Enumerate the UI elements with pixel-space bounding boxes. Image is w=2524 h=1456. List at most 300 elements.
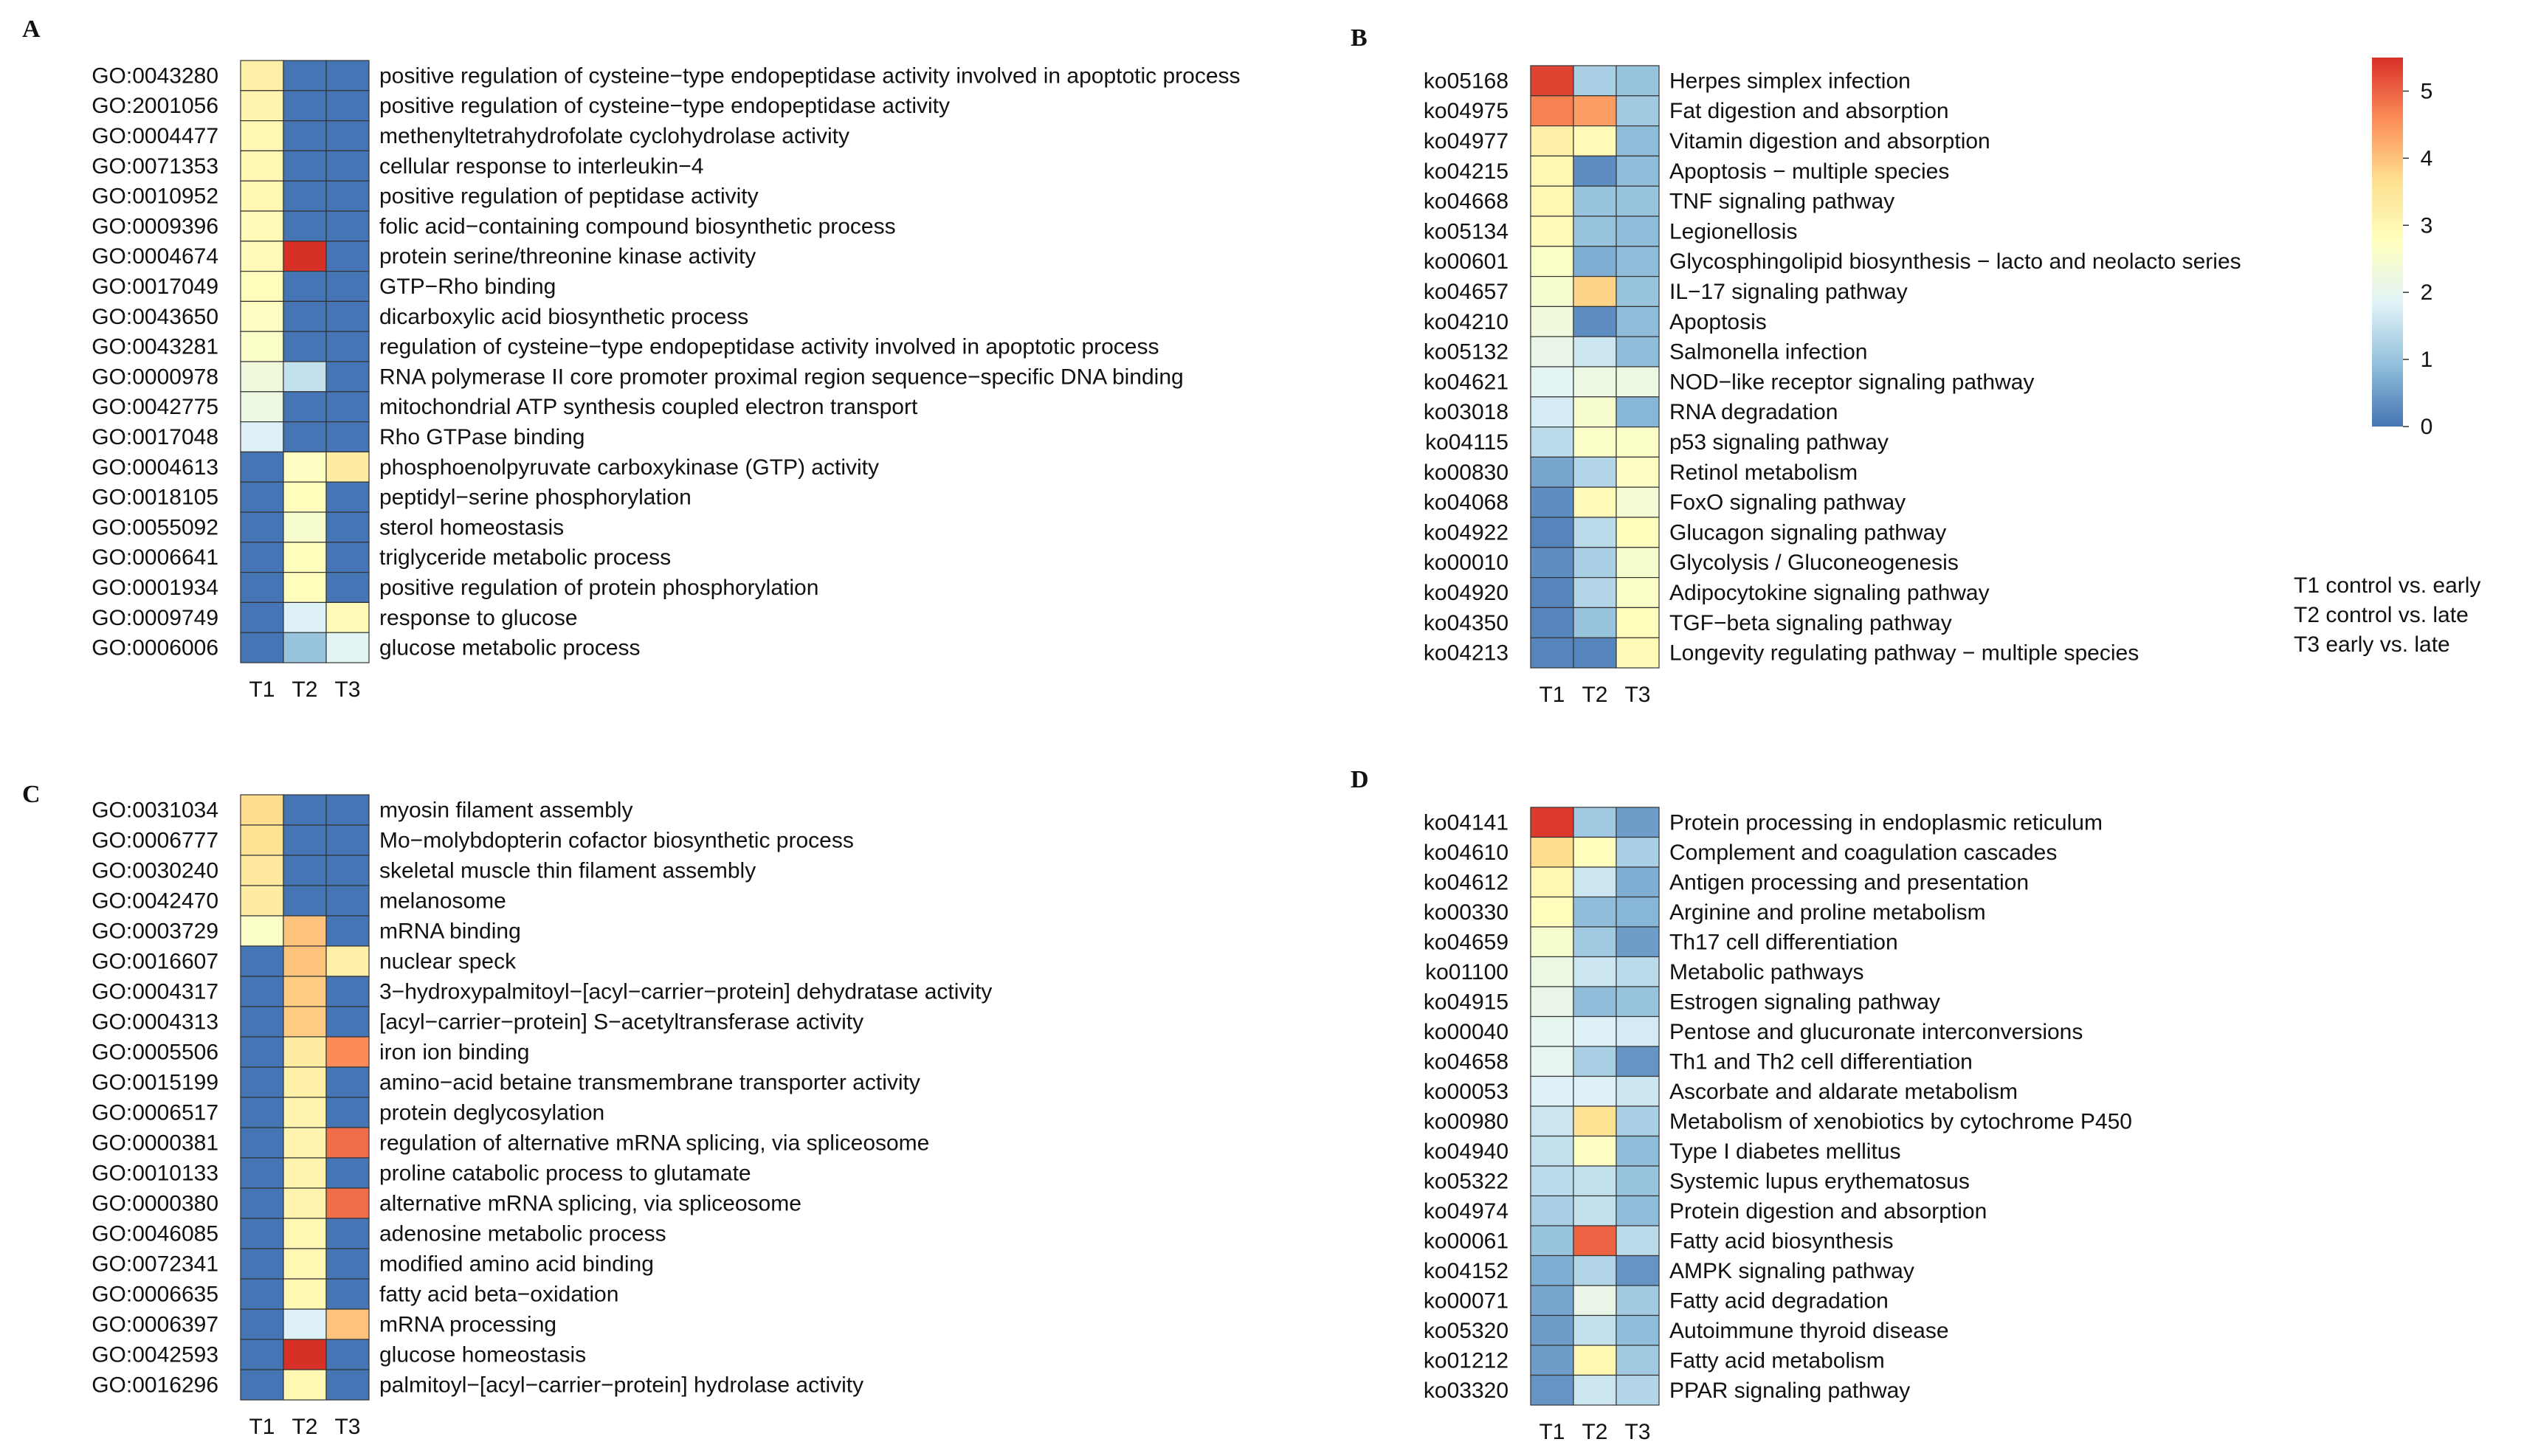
row-term-label: 3−hydroxypalmitoyl−[acyl−carrier−protein] dehydratase activity <box>379 979 993 1004</box>
heatmap-cell <box>326 121 369 151</box>
row-id-label: GO:0004613 <box>92 455 218 480</box>
heatmap-cell <box>326 301 369 331</box>
heatmap-cell <box>283 1188 326 1218</box>
row-term-label: Apoptosis <box>1669 309 1767 334</box>
heatmap-cell <box>326 331 369 362</box>
heatmap-cell <box>326 825 369 855</box>
heatmap-cell <box>283 825 326 855</box>
row-id-label: GO:0017049 <box>92 275 218 299</box>
row-term-label: positive regulation of cysteine−type endopeptidase activity <box>379 94 950 119</box>
heatmap-cell <box>1616 987 1659 1017</box>
heatmap-cell <box>1616 427 1659 458</box>
heatmap-cell <box>1616 156 1659 186</box>
heatmap-cell <box>1531 897 1573 928</box>
heatmap-cell <box>326 1218 369 1249</box>
row-id-label: GO:0004477 <box>92 124 218 148</box>
row-id-label: ko04975 <box>1423 99 1508 124</box>
heatmap-cell <box>1573 246 1616 277</box>
heatmap-cell <box>241 1218 283 1249</box>
heatmap-cell <box>1573 66 1616 96</box>
column-label: T1 <box>1539 1420 1565 1444</box>
heatmap-cell <box>1573 1376 1616 1406</box>
row-id-label: ko00040 <box>1423 1019 1508 1044</box>
heatmap-cell <box>1616 337 1659 367</box>
row-term-label: Vitamin digestion and absorption <box>1669 129 1990 153</box>
heatmap-cell <box>1573 487 1616 517</box>
heatmap-cell <box>326 1037 369 1067</box>
legend-tick-label: 2 <box>2420 280 2433 306</box>
heatmap-cell <box>1531 987 1573 1017</box>
row-term-label: Protein processing in endoplasmic reticulum <box>1669 810 2103 835</box>
column-definition-note: T3 early vs. late <box>2294 632 2450 657</box>
column-definition-note: T2 control vs. late <box>2294 603 2469 627</box>
heatmap-cell <box>1531 277 1573 307</box>
heatmap-cell <box>1616 126 1659 156</box>
heatmap-cell <box>1531 638 1573 668</box>
heatmap-cell <box>326 602 369 632</box>
heatmap-cell <box>1616 1226 1659 1256</box>
panel-letter: B <box>1351 24 1368 52</box>
row-id-label: GO:0043280 <box>92 63 218 89</box>
column-label: T1 <box>249 1415 275 1439</box>
row-term-label: methenyltetrahydrofolate cyclohydrolase activity <box>379 124 849 148</box>
heatmap-cell <box>1531 427 1573 458</box>
heatmap-cell <box>1531 927 1573 957</box>
row-term-label: Legionellosis <box>1669 219 1798 244</box>
heatmap-cell <box>283 1007 326 1037</box>
heatmap-cell <box>241 602 283 632</box>
row-id-label: ko04115 <box>1425 430 1508 455</box>
panel-d <box>1351 766 2132 1444</box>
heatmap-cell <box>1616 96 1659 126</box>
row-id-label: GO:0055092 <box>92 515 218 540</box>
row-id-label: ko00601 <box>1423 249 1508 275</box>
row-term-label: sterol homeostasis <box>379 515 565 540</box>
row-term-label: modified amino acid binding <box>379 1252 654 1277</box>
column-label: T3 <box>334 677 361 702</box>
heatmap-cell <box>283 602 326 632</box>
heatmap-cell <box>1616 548 1659 578</box>
column-label: T1 <box>1539 683 1565 707</box>
row-term-label: Ascorbate and aldarate metabolism <box>1669 1079 2018 1104</box>
legend-tick-label: 0 <box>2420 415 2433 439</box>
heatmap-cell <box>1531 457 1573 487</box>
row-term-label: response to glucose <box>379 605 578 630</box>
heatmap-cell <box>1616 277 1659 307</box>
row-term-label: regulation of alternative mRNA splicing, via spliceosome <box>379 1131 930 1156</box>
heatmap-cell <box>1573 306 1616 337</box>
heatmap-cell <box>1573 1077 1616 1107</box>
panel-letter: D <box>1351 766 1369 793</box>
heatmap-cell <box>283 211 326 241</box>
heatmap-cell <box>1616 1345 1659 1376</box>
heatmap-cell <box>1531 397 1573 427</box>
heatmap-cell <box>241 1339 283 1370</box>
row-id-label: ko00330 <box>1423 900 1508 925</box>
heatmap-cell <box>241 1188 283 1218</box>
row-term-label: Adipocytokine signaling pathway <box>1669 581 1990 605</box>
heatmap-cell <box>1616 638 1659 668</box>
row-term-label: Mo−molybdopterin cofactor biosynthetic process <box>379 828 854 853</box>
row-term-label: iron ion binding <box>379 1040 530 1065</box>
heatmap-cell <box>1531 96 1573 126</box>
heatmap-cell <box>283 422 326 452</box>
heatmap-cell <box>326 1309 369 1339</box>
heatmap-cell <box>326 1370 369 1400</box>
heatmap-cell <box>241 1309 283 1339</box>
heatmap-cell <box>1531 66 1573 96</box>
heatmap-cell <box>1531 1196 1573 1226</box>
row-term-label: p53 signaling pathway <box>1669 430 1889 455</box>
row-term-label: triglyceride metabolic process <box>379 545 672 570</box>
heatmap-cell <box>1531 1316 1573 1346</box>
heatmap-cell <box>283 855 326 886</box>
heatmap-cell <box>1616 517 1659 548</box>
row-id-label: GO:0009396 <box>92 214 218 239</box>
row-id-label: GO:0018105 <box>92 485 218 510</box>
row-id-label: GO:0010952 <box>92 184 218 209</box>
row-id-label: ko04141 <box>1423 810 1508 835</box>
heatmap-cell <box>283 452 326 482</box>
row-term-label: Longevity regulating pathway − multiple species <box>1669 641 2139 666</box>
row-id-label: ko04922 <box>1423 520 1508 545</box>
row-id-label: ko00061 <box>1423 1229 1508 1254</box>
row-id-label: ko04213 <box>1423 641 1508 666</box>
row-id-label: ko04940 <box>1423 1139 1508 1164</box>
heatmap-cell <box>326 1188 369 1218</box>
row-id-label: GO:0006641 <box>92 545 218 570</box>
heatmap-cell <box>283 1097 326 1128</box>
heatmap-cell <box>326 573 369 603</box>
heatmap-cell <box>326 241 369 272</box>
row-term-label: NOD−like receptor signaling pathway <box>1669 370 2035 395</box>
row-term-label: Salmonella infection <box>1669 339 1868 365</box>
row-term-label: TNF signaling pathway <box>1669 189 1895 214</box>
heatmap-cell <box>1531 1166 1573 1196</box>
heatmap-cell <box>1531 487 1573 517</box>
row-term-label: GTP−Rho binding <box>379 275 556 299</box>
row-term-label: Arginine and proline metabolism <box>1669 900 1986 925</box>
heatmap-cell <box>326 61 369 91</box>
heatmap-cell <box>1573 96 1616 126</box>
row-id-label: GO:0030240 <box>92 858 218 883</box>
row-term-label: dicarboxylic acid biosynthetic process <box>379 304 749 329</box>
heatmap-cell <box>1616 897 1659 928</box>
row-id-label: ko01212 <box>1423 1348 1508 1373</box>
row-term-label: Estrogen signaling pathway <box>1669 990 1940 1015</box>
row-term-label: Type I diabetes mellitus <box>1669 1139 1901 1164</box>
heatmap-cell <box>1573 838 1616 868</box>
row-term-label: mRNA binding <box>379 919 521 944</box>
row-term-label: AMPK signaling pathway <box>1669 1258 1914 1283</box>
heatmap-cell <box>1573 517 1616 548</box>
row-id-label: ko04974 <box>1423 1198 1508 1224</box>
heatmap-cell <box>1573 1166 1616 1196</box>
heatmap-cell <box>1573 807 1616 838</box>
row-term-label: Rho GTPase binding <box>379 425 585 449</box>
row-id-label: ko05168 <box>1423 69 1508 94</box>
heatmap-cell <box>1616 1196 1659 1226</box>
row-id-label: ko00053 <box>1423 1079 1508 1104</box>
heatmap-cell <box>1616 607 1659 638</box>
row-term-label: Systemic lupus erythematosus <box>1669 1169 1970 1194</box>
heatmap-cell <box>1531 1046 1573 1077</box>
heatmap-cell <box>1531 807 1573 838</box>
heatmap-cell <box>283 573 326 603</box>
column-label: T2 <box>1582 683 1608 707</box>
heatmap-cell <box>326 211 369 241</box>
heatmap-cell <box>326 452 369 482</box>
heatmap-cell <box>1616 246 1659 277</box>
heatmap-cell <box>1616 367 1659 397</box>
row-term-label: Metabolic pathways <box>1669 959 1864 984</box>
row-term-label: positive regulation of peptidase activity <box>379 184 759 209</box>
heatmap-cell <box>283 1309 326 1339</box>
row-id-label: ko03320 <box>1423 1378 1508 1403</box>
heatmap-cell <box>241 121 283 151</box>
row-term-label: adenosine metabolic process <box>379 1221 666 1246</box>
heatmap-cell <box>283 1067 326 1097</box>
heatmap-cell <box>241 211 283 241</box>
heatmap-cell <box>1573 1286 1616 1316</box>
heatmap-cell <box>241 542 283 573</box>
heatmap-cell <box>241 392 283 422</box>
heatmap-cell <box>241 1158 283 1188</box>
legend-tick-label: 1 <box>2420 348 2433 373</box>
heatmap-cell <box>1616 867 1659 897</box>
row-id-label: ko04612 <box>1423 870 1508 895</box>
row-term-label: cellular response to interleukin−4 <box>379 153 704 179</box>
heatmap-cell <box>1616 1017 1659 1047</box>
row-term-label: Metabolism of xenobiotics by cytochrome P450 <box>1669 1109 2132 1134</box>
heatmap-cell <box>1573 1046 1616 1077</box>
heatmap-cell <box>1531 607 1573 638</box>
heatmap-cell <box>1616 216 1659 246</box>
heatmap-cell <box>283 121 326 151</box>
row-id-label: GO:0017048 <box>92 425 218 449</box>
row-term-label: Glycolysis / Gluconeogenesis <box>1669 551 1959 576</box>
row-id-label: ko03018 <box>1423 400 1508 425</box>
heatmap-cell <box>326 272 369 302</box>
row-term-label: protein deglycosylation <box>379 1100 605 1125</box>
heatmap-cell <box>1531 517 1573 548</box>
heatmap-cell <box>1531 367 1573 397</box>
row-term-label: positive regulation of cysteine−type endopeptidase activity involved in apoptotic process <box>379 63 1241 89</box>
row-id-label: ko04068 <box>1423 490 1508 515</box>
heatmap-cell <box>1616 957 1659 987</box>
heatmap-cell <box>283 91 326 121</box>
heatmap-cell <box>283 542 326 573</box>
heatmap-cell <box>241 422 283 452</box>
row-term-label: Fatty acid degradation <box>1669 1288 1889 1314</box>
column-label: T2 <box>292 1415 318 1439</box>
heatmap-cell <box>326 1339 369 1370</box>
heatmap-cell <box>326 482 369 512</box>
row-id-label: ko00830 <box>1423 460 1508 485</box>
heatmap-cell <box>241 482 283 512</box>
row-id-label: ko00980 <box>1423 1109 1508 1134</box>
row-id-label: GO:0042593 <box>92 1342 218 1367</box>
heatmap-cell <box>1573 957 1616 987</box>
heatmap-cell <box>1616 838 1659 868</box>
row-term-label: Complement and coagulation cascades <box>1669 840 2058 865</box>
heatmap-cell <box>283 1249 326 1279</box>
row-term-label: Autoimmune thyroid disease <box>1669 1318 1949 1343</box>
heatmap-cell <box>1531 548 1573 578</box>
heatmap-cell <box>1531 838 1573 868</box>
heatmap-cell <box>241 452 283 482</box>
row-term-label: proline catabolic process to glutamate <box>379 1161 751 1186</box>
row-id-label: GO:0006635 <box>92 1282 218 1307</box>
row-id-label: GO:0004313 <box>92 1010 218 1035</box>
column-label: T3 <box>334 1415 361 1439</box>
heatmap-cell <box>283 181 326 211</box>
column-label: T2 <box>1582 1420 1608 1444</box>
row-term-label: folic acid−containing compound biosynthetic process <box>379 214 896 239</box>
heatmap-cell <box>1573 1017 1616 1047</box>
row-id-label: GO:0004674 <box>92 244 218 269</box>
heatmap-cell <box>326 512 369 542</box>
color-legend <box>2294 58 2480 657</box>
heatmap-cell <box>283 1128 326 1158</box>
heatmap-cell <box>283 392 326 422</box>
heatmap-cell <box>326 362 369 392</box>
heatmap-cell <box>1531 1077 1573 1107</box>
heatmap-cell <box>1616 1046 1659 1077</box>
heatmap-cell <box>326 976 369 1007</box>
heatmap-cell <box>241 573 283 603</box>
heatmap-cell <box>283 916 326 946</box>
heatmap-cell <box>326 632 369 663</box>
heatmap-cell <box>1531 1286 1573 1316</box>
heatmap-cell <box>241 632 283 663</box>
heatmap-cell <box>1531 1136 1573 1167</box>
row-id-label: GO:0000381 <box>92 1131 218 1156</box>
heatmap-cell <box>283 61 326 91</box>
heatmap-cell <box>1616 397 1659 427</box>
row-id-label: GO:2001056 <box>92 94 218 119</box>
heatmap-cell <box>283 946 326 976</box>
row-id-label: ko04610 <box>1423 840 1508 865</box>
row-id-label: ko00010 <box>1423 551 1508 576</box>
heatmap-cell <box>326 916 369 946</box>
row-id-label: ko04658 <box>1423 1049 1508 1074</box>
row-id-label: GO:0006397 <box>92 1312 218 1337</box>
heatmap-cell <box>283 795 326 825</box>
heatmap-cell <box>283 482 326 512</box>
heatmap-cell <box>283 362 326 392</box>
heatmap-cell <box>1531 246 1573 277</box>
row-term-label: nuclear speck <box>379 949 517 974</box>
heatmap-cell <box>241 1067 283 1097</box>
heatmap-cell <box>283 1279 326 1309</box>
heatmap-cell <box>241 1249 283 1279</box>
row-id-label: GO:0043650 <box>92 304 218 329</box>
heatmap-cell <box>241 91 283 121</box>
row-id-label: ko04668 <box>1423 189 1508 214</box>
heatmap-cell <box>326 542 369 573</box>
row-term-label: Retinol metabolism <box>1669 460 1858 485</box>
heatmap-cell <box>1531 306 1573 337</box>
heatmap-cell <box>1531 867 1573 897</box>
heatmap-cell <box>1616 487 1659 517</box>
heatmap-cell <box>241 1279 283 1309</box>
heatmap-cell <box>1573 867 1616 897</box>
heatmap-cell <box>241 916 283 946</box>
row-term-label: Herpes simplex infection <box>1669 69 1911 94</box>
heatmap-cell <box>326 1279 369 1309</box>
heatmap-cell <box>241 946 283 976</box>
row-term-label: regulation of cysteine−type endopeptidase activity involved in apoptotic process <box>379 334 1159 359</box>
heatmap-cell <box>1573 1256 1616 1286</box>
row-term-label: skeletal muscle thin filament assembly <box>379 858 756 883</box>
row-term-label: melanosome <box>379 889 506 914</box>
heatmap-cell <box>326 1128 369 1158</box>
heatmap-cell <box>283 976 326 1007</box>
row-term-label: [acyl−carrier−protein] S−acetyltransferase activity <box>379 1010 864 1035</box>
heatmap-cell <box>326 151 369 181</box>
panel-b <box>1351 24 2241 707</box>
column-label: T3 <box>1624 1420 1651 1444</box>
heatmap-cell <box>1573 1226 1616 1256</box>
row-id-label: GO:0072341 <box>92 1252 218 1277</box>
heatmap-cell <box>1573 1136 1616 1167</box>
heatmap-cell <box>241 61 283 91</box>
heatmap-cell <box>1531 1376 1573 1406</box>
heatmap-cell <box>283 512 326 542</box>
row-id-label: GO:0031034 <box>92 798 218 823</box>
heatmap-cell <box>1573 397 1616 427</box>
row-term-label: TGF−beta signaling pathway <box>1669 610 1952 635</box>
row-id-label: GO:0016607 <box>92 949 218 974</box>
heatmap-cell <box>283 331 326 362</box>
row-id-label: ko05132 <box>1423 339 1508 365</box>
panel-c <box>22 781 992 1439</box>
row-term-label: Apoptosis − multiple species <box>1669 159 1950 184</box>
legend-tick-label: 3 <box>2420 213 2433 238</box>
row-term-label: myosin filament assembly <box>379 798 633 823</box>
column-label: T1 <box>249 677 275 702</box>
row-term-label: phosphoenolpyruvate carboxykinase (GTP) activity <box>379 455 879 480</box>
heatmap-cell <box>1573 156 1616 186</box>
row-term-label: Pentose and glucuronate interconversions <box>1669 1019 2083 1044</box>
heatmap-cell <box>1573 607 1616 638</box>
row-id-label: ko04657 <box>1423 280 1508 304</box>
row-term-label: Th17 cell differentiation <box>1669 930 1898 955</box>
row-term-label: Fat digestion and absorption <box>1669 99 1949 124</box>
heatmap-cell <box>1616 807 1659 838</box>
heatmap-cell <box>241 1007 283 1037</box>
row-id-label: ko04152 <box>1423 1258 1508 1283</box>
heatmap-cell <box>1573 578 1616 608</box>
heatmap-cell <box>241 362 283 392</box>
heatmap-cell <box>1573 216 1616 246</box>
row-id-label: ko05322 <box>1423 1169 1508 1194</box>
heatmap-cell <box>1616 1106 1659 1136</box>
heatmap-cell <box>1616 1376 1659 1406</box>
heatmap-cell <box>241 1370 283 1400</box>
row-id-label: GO:0006006 <box>92 635 218 660</box>
row-term-label: glucose homeostasis <box>379 1342 587 1367</box>
panel-letter: C <box>22 781 41 808</box>
heatmap-cell <box>283 241 326 272</box>
row-id-label: ko04915 <box>1423 990 1508 1015</box>
row-term-label: PPAR signaling pathway <box>1669 1378 1911 1403</box>
heatmap-cell <box>1573 548 1616 578</box>
heatmap-cell <box>1573 337 1616 367</box>
legend-tick-label: 5 <box>2420 79 2433 104</box>
column-definition-note: T1 control vs. early <box>2294 573 2481 598</box>
